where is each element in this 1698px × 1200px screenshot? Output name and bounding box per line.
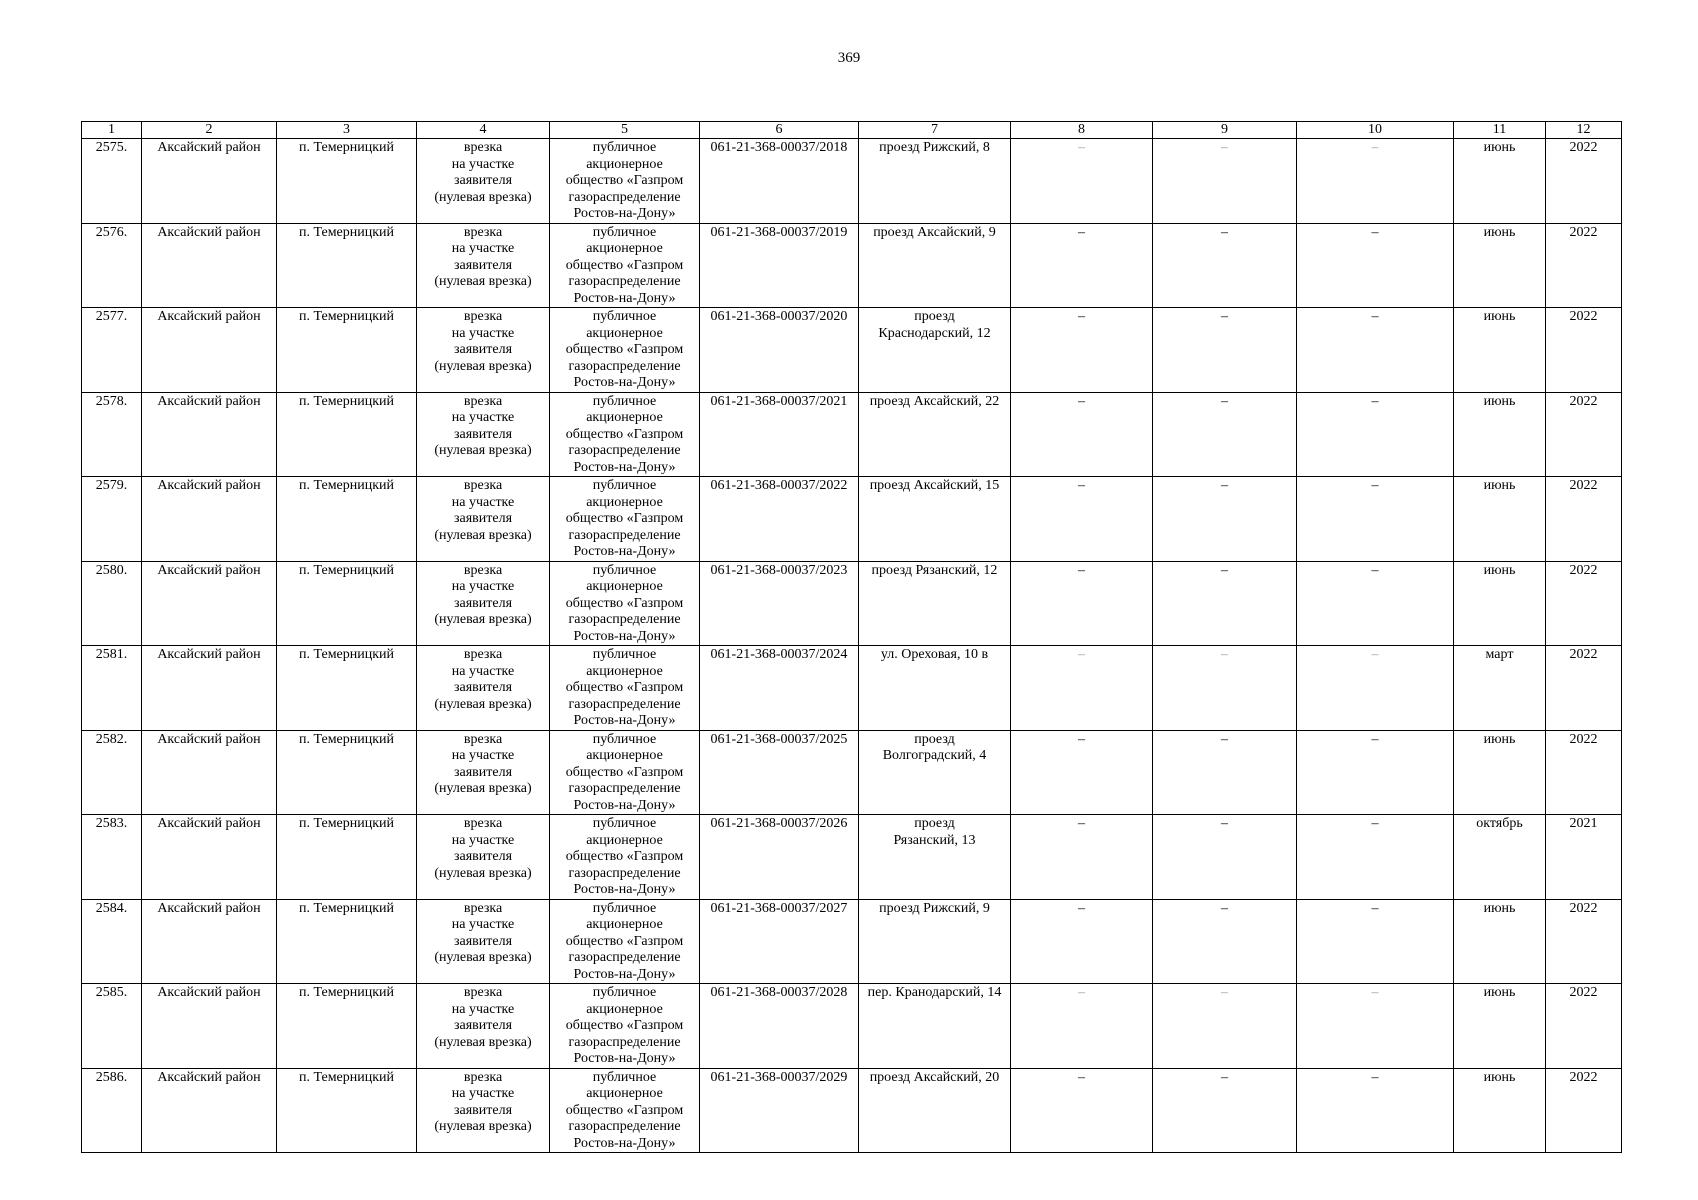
organization-cell-line: общество «Газпром — [565, 257, 684, 273]
district-cell: Аксайский район — [142, 477, 277, 562]
column-9-cell: – — [1153, 392, 1297, 477]
organization-cell-line: Ростов-на-Дону» — [573, 459, 676, 475]
connection-type-cell — [417, 139, 550, 224]
year-cell: 2021 — [1546, 815, 1622, 900]
organization-cell — [550, 815, 700, 900]
district-cell: Аксайский район — [142, 899, 277, 984]
organization-cell — [550, 561, 700, 646]
organization-cell-line: публичное — [592, 985, 657, 1000]
organization-cell-line: акционерное — [586, 579, 663, 594]
column-9-cell: – — [1153, 984, 1297, 1069]
connection-type-cell-line: заявителя — [453, 257, 513, 273]
settlement-cell: п. Темерницкий — [277, 392, 417, 477]
column-9-cell: – — [1153, 477, 1297, 562]
table-row — [82, 984, 1622, 1069]
organization-cell-line: общество «Газпром — [565, 933, 684, 949]
organization-cell-line: публичное — [592, 224, 657, 240]
connection-type-cell-line: врезка — [463, 562, 503, 578]
organization-cell-line: Ростов-на-Дону» — [573, 628, 676, 644]
table-row — [82, 477, 1622, 562]
address-cell — [859, 139, 1011, 224]
month-cell: июнь — [1454, 730, 1546, 815]
district-cell: Аксайский район — [142, 984, 277, 1069]
organization-cell-line: общество «Газпром — [565, 595, 684, 611]
column-header: 2 — [142, 122, 277, 139]
column-9-cell: – — [1153, 730, 1297, 815]
organization-cell-line: общество «Газпром — [565, 173, 684, 188]
organization-cell-line: газораспределение — [568, 443, 681, 458]
organization-cell-line: газораспределение — [568, 612, 681, 627]
district-cell: Аксайский район — [142, 1068, 277, 1153]
organization-cell — [550, 477, 700, 562]
column-number-row — [82, 122, 1622, 139]
address-cell — [859, 477, 1011, 562]
year-cell: 2022 — [1546, 223, 1622, 308]
column-8-cell: – — [1011, 308, 1153, 393]
organization-cell-line: общество «Газпром — [565, 1018, 684, 1033]
column-10-cell: – — [1297, 477, 1454, 562]
organization-cell — [550, 899, 700, 984]
district-cell: Аксайский район — [142, 223, 277, 308]
organization-cell-line: публичное — [592, 900, 657, 916]
column-8-cell: – — [1011, 646, 1153, 731]
organization-cell-line: Ростов-на-Дону» — [573, 1051, 676, 1066]
address-cell-line: проезд Рижский, 8 — [879, 140, 990, 155]
column-10-cell: – — [1297, 308, 1454, 393]
column-10-cell: – — [1297, 392, 1454, 477]
connection-type-cell-line: врезка — [463, 647, 503, 662]
column-header: 5 — [550, 122, 700, 139]
address-cell-line: проезд Аксайский, 20 — [869, 1069, 1000, 1085]
connection-type-cell-line: заявителя — [453, 173, 513, 188]
settlement-cell: п. Темерницкий — [277, 477, 417, 562]
settlement-cell: п. Темерницкий — [277, 984, 417, 1069]
organization-cell-line: акционерное — [586, 156, 663, 172]
connection-type-cell — [417, 730, 550, 815]
organization-cell-line: акционерное — [586, 325, 663, 341]
month-cell: июнь — [1454, 477, 1546, 562]
table-row — [82, 223, 1622, 308]
organization-cell-line: публичное — [592, 393, 657, 409]
connection-type-cell-line: заявителя — [453, 511, 513, 526]
address-cell-line: проезд Аксайский, 22 — [869, 393, 1000, 409]
settlement-cell: п. Темерницкий — [277, 308, 417, 393]
column-10-cell: – — [1297, 815, 1454, 900]
connection-type-cell-line: (нулевая врезка) — [434, 950, 532, 965]
spec-code-cell: 061-21-368-00037/2023 — [700, 561, 859, 646]
organization-cell-line: газораспределение — [568, 274, 681, 289]
row-number: 2585. — [82, 984, 142, 1069]
connection-type-cell — [417, 308, 550, 393]
column-9-cell: – — [1153, 899, 1297, 984]
month-cell: июнь — [1454, 561, 1546, 646]
district-cell: Аксайский район — [142, 730, 277, 815]
column-9-cell: – — [1153, 561, 1297, 646]
address-cell-line: Рязанский, 13 — [893, 832, 976, 848]
table-row — [82, 899, 1622, 984]
column-8-cell: – — [1011, 223, 1153, 308]
connection-type-cell-line: на участке — [451, 663, 515, 679]
column-header: 7 — [859, 122, 1011, 139]
table-row — [82, 561, 1622, 646]
organization-cell — [550, 646, 700, 731]
year-cell: 2022 — [1546, 561, 1622, 646]
column-8-cell: – — [1011, 1068, 1153, 1153]
month-cell: март — [1454, 646, 1546, 731]
settlement-cell: п. Темерницкий — [277, 223, 417, 308]
spec-code-cell: 061-21-368-00037/2026 — [700, 815, 859, 900]
column-9-cell: – — [1153, 223, 1297, 308]
connection-type-cell — [417, 223, 550, 308]
column-8-cell: – — [1011, 561, 1153, 646]
organization-cell-line: акционерное — [586, 832, 663, 848]
district-cell: Аксайский район — [142, 392, 277, 477]
settlement-cell: п. Темерницкий — [277, 561, 417, 646]
table-row — [82, 1068, 1622, 1153]
column-10-cell: – — [1297, 139, 1454, 224]
organization-cell — [550, 139, 700, 224]
organization-cell — [550, 392, 700, 477]
connection-type-cell-line: (нулевая врезка) — [434, 696, 532, 712]
connection-type-cell — [417, 646, 550, 731]
district-cell: Аксайский район — [142, 646, 277, 731]
connection-type-cell-line: заявителя — [453, 1102, 513, 1118]
column-header: 12 — [1546, 122, 1622, 139]
column-header: 3 — [277, 122, 417, 139]
address-cell — [859, 392, 1011, 477]
year-cell: 2022 — [1546, 1068, 1622, 1153]
connection-type-cell-line: заявителя — [453, 426, 513, 442]
district-cell: Аксайский район — [142, 815, 277, 900]
organization-cell-line: акционерное — [586, 748, 663, 763]
row-number: 2576. — [82, 223, 142, 308]
year-cell: 2022 — [1546, 139, 1622, 224]
address-cell — [859, 223, 1011, 308]
organization-cell-line: газораспределение — [568, 781, 681, 796]
organization-cell-line: Ростов-на-Дону» — [573, 544, 676, 559]
column-8-cell: – — [1011, 477, 1153, 562]
year-cell: 2022 — [1546, 730, 1622, 815]
address-cell-line: пер. Кранодарский, 14 — [867, 985, 1002, 1000]
organization-cell-line: акционерное — [586, 1001, 663, 1017]
column-10-cell: – — [1297, 646, 1454, 731]
address-cell-line: проезд Аксайский, 9 — [873, 224, 996, 240]
connection-type-cell-line: заявителя — [453, 1018, 513, 1033]
organization-cell-line: газораспределение — [568, 358, 681, 374]
year-cell: 2022 — [1546, 899, 1622, 984]
organization-cell-line: акционерное — [586, 494, 663, 510]
organization-cell — [550, 223, 700, 308]
connection-type-cell-line: (нулевая врезка) — [434, 612, 532, 627]
organization-cell-line: Ростов-на-Дону» — [573, 1135, 676, 1151]
row-number: 2577. — [82, 308, 142, 393]
connection-type-cell — [417, 815, 550, 900]
organization-cell-line: газораспределение — [568, 1119, 681, 1134]
organization-cell — [550, 1068, 700, 1153]
row-number: 2581. — [82, 646, 142, 731]
column-10-cell: – — [1297, 730, 1454, 815]
organization-cell-line: Ростов-на-Дону» — [573, 966, 676, 982]
connection-type-cell-line: врезка — [463, 478, 503, 493]
connection-type-cell-line: на участке — [451, 1086, 515, 1101]
address-cell — [859, 984, 1011, 1069]
address-cell — [859, 899, 1011, 984]
connection-type-cell-line: заявителя — [453, 595, 513, 611]
organization-cell-line: публичное — [592, 816, 657, 831]
column-9-cell: – — [1153, 139, 1297, 224]
column-header: 6 — [700, 122, 859, 139]
district-cell: Аксайский район — [142, 308, 277, 393]
row-number: 2584. — [82, 899, 142, 984]
row-number: 2583. — [82, 815, 142, 900]
connection-type-cell-line: заявителя — [453, 933, 513, 949]
column-header: 10 — [1297, 122, 1454, 139]
spec-code-cell: 061-21-368-00037/2029 — [700, 1068, 859, 1153]
connection-type-cell-line: (нулевая врезка) — [434, 1119, 532, 1134]
connection-type-cell-line: врезка — [463, 140, 503, 155]
organization-cell-line: газораспределение — [568, 189, 681, 205]
connection-type-cell-line: на участке — [451, 410, 515, 425]
month-cell: июнь — [1454, 392, 1546, 477]
address-cell — [859, 730, 1011, 815]
organization-cell-line: Ростов-на-Дону» — [573, 290, 676, 306]
connection-type-cell-line: (нулевая врезка) — [434, 781, 532, 796]
column-9-cell: – — [1153, 815, 1297, 900]
table-row — [82, 392, 1622, 477]
row-number: 2579. — [82, 477, 142, 562]
year-cell: 2022 — [1546, 646, 1622, 731]
month-cell: июнь — [1454, 223, 1546, 308]
table-row — [82, 815, 1622, 900]
column-10-cell: – — [1297, 561, 1454, 646]
connection-type-cell-line: врезка — [463, 816, 503, 831]
column-8-cell: – — [1011, 815, 1153, 900]
column-8-cell: – — [1011, 730, 1153, 815]
year-cell: 2022 — [1546, 477, 1622, 562]
connection-type-cell-line: заявителя — [453, 764, 513, 780]
connection-type-cell-line: врезка — [463, 393, 503, 409]
address-cell — [859, 815, 1011, 900]
organization-cell-line: Ростов-на-Дону» — [573, 713, 676, 728]
organization-cell-line: публичное — [592, 731, 657, 747]
column-header: 9 — [1153, 122, 1297, 139]
organization-cell-line: публичное — [592, 309, 657, 324]
organization-cell-line: публичное — [592, 478, 657, 493]
connection-type-cell-line: врезка — [463, 900, 503, 916]
page-number: 369 — [837, 50, 861, 66]
organization-cell-line: газораспределение — [568, 696, 681, 712]
organization-cell-line: общество «Газпром — [565, 342, 684, 357]
spec-code-cell: 061-21-368-00037/2022 — [700, 477, 859, 562]
column-8-cell: – — [1011, 392, 1153, 477]
table-body — [82, 139, 1622, 1153]
table-row — [82, 730, 1622, 815]
organization-cell-line: публичное — [592, 562, 657, 578]
organization-cell-line: общество «Газпром — [565, 680, 684, 695]
settlement-cell: п. Темерницкий — [277, 815, 417, 900]
connection-type-cell-line: врезка — [463, 731, 503, 747]
connection-type-cell-line: на участке — [451, 579, 515, 594]
connection-type-cell-line: на участке — [451, 1001, 515, 1017]
connection-type-cell-line: на участке — [451, 917, 515, 932]
month-cell: июнь — [1454, 984, 1546, 1069]
organization-cell-line: акционерное — [586, 663, 663, 679]
organization-cell-line: общество «Газпром — [565, 511, 684, 526]
connection-type-cell-line: заявителя — [453, 849, 513, 864]
spec-code-cell: 061-21-368-00037/2027 — [700, 899, 859, 984]
organization-cell — [550, 730, 700, 815]
address-cell — [859, 1068, 1011, 1153]
organization-cell-line: публичное — [592, 1069, 657, 1085]
column-header: 1 — [82, 122, 142, 139]
connection-type-cell-line: (нулевая врезка) — [434, 1034, 532, 1050]
connection-type-cell — [417, 561, 550, 646]
column-9-cell: – — [1153, 308, 1297, 393]
address-cell-line: проезд — [914, 816, 955, 831]
settlement-cell: п. Темерницкий — [277, 899, 417, 984]
month-cell: июнь — [1454, 308, 1546, 393]
address-cell-line: проезд — [914, 731, 955, 747]
connection-type-cell-line: (нулевая врезка) — [434, 865, 532, 881]
spec-code-cell: 061-21-368-00037/2018 — [700, 139, 859, 224]
address-cell — [859, 308, 1011, 393]
connection-type-cell — [417, 477, 550, 562]
table-row — [82, 139, 1622, 224]
register-table — [81, 121, 1622, 1153]
organization-cell-line: Ростов-на-Дону» — [573, 206, 676, 221]
year-cell: 2022 — [1546, 984, 1622, 1069]
connection-type-cell-line: заявителя — [453, 342, 513, 357]
organization-cell — [550, 308, 700, 393]
organization-cell-line: газораспределение — [568, 865, 681, 881]
spec-code-cell: 061-21-368-00037/2024 — [700, 646, 859, 731]
column-10-cell: – — [1297, 899, 1454, 984]
connection-type-cell-line: (нулевая врезка) — [434, 358, 532, 374]
organization-cell-line: газораспределение — [568, 1034, 681, 1050]
column-9-cell: – — [1153, 1068, 1297, 1153]
connection-type-cell-line: на участке — [451, 325, 515, 341]
month-cell: июнь — [1454, 139, 1546, 224]
organization-cell-line: общество «Газпром — [565, 426, 684, 442]
organization-cell-line: общество «Газпром — [565, 849, 684, 864]
address-cell-line: проезд Аксайский, 15 — [869, 478, 1000, 493]
organization-cell-line: газораспределение — [568, 527, 681, 543]
settlement-cell: п. Темерницкий — [277, 730, 417, 815]
row-number: 2586. — [82, 1068, 142, 1153]
organization-cell-line: общество «Газпром — [565, 764, 684, 780]
organization-cell-line: акционерное — [586, 1086, 663, 1101]
settlement-cell: п. Темерницкий — [277, 646, 417, 731]
connection-type-cell — [417, 899, 550, 984]
organization-cell-line: акционерное — [586, 410, 663, 425]
connection-type-cell-line: (нулевая врезка) — [434, 189, 532, 205]
address-cell — [859, 561, 1011, 646]
organization-cell-line: публичное — [592, 647, 657, 662]
year-cell: 2022 — [1546, 308, 1622, 393]
row-number: 2580. — [82, 561, 142, 646]
settlement-cell: п. Темерницкий — [277, 139, 417, 224]
row-number: 2575. — [82, 139, 142, 224]
column-header: 4 — [417, 122, 550, 139]
spec-code-cell: 061-21-368-00037/2028 — [700, 984, 859, 1069]
month-cell: июнь — [1454, 899, 1546, 984]
connection-type-cell-line: врезка — [463, 1069, 503, 1085]
organization-cell — [550, 984, 700, 1069]
organization-cell-line: акционерное — [586, 241, 663, 256]
connection-type-cell-line: врезка — [463, 224, 503, 240]
year-cell: 2022 — [1546, 392, 1622, 477]
connection-type-cell-line: (нулевая врезка) — [434, 527, 532, 543]
organization-cell-line: Ростов-на-Дону» — [573, 797, 676, 813]
column-8-cell: – — [1011, 139, 1153, 224]
connection-type-cell-line: на участке — [451, 494, 515, 510]
address-cell-line: ул. Ореховая, 10 в — [880, 647, 989, 662]
connection-type-cell-line: (нулевая врезка) — [434, 443, 532, 458]
connection-type-cell-line: на участке — [451, 241, 515, 256]
month-cell: июнь — [1454, 1068, 1546, 1153]
organization-cell-line: газораспределение — [568, 950, 681, 965]
column-10-cell: – — [1297, 1068, 1454, 1153]
connection-type-cell — [417, 1068, 550, 1153]
spec-code-cell: 061-21-368-00037/2020 — [700, 308, 859, 393]
organization-cell-line: общество «Газпром — [565, 1102, 684, 1118]
column-header: 11 — [1454, 122, 1546, 139]
district-cell: Аксайский район — [142, 561, 277, 646]
settlement-cell: п. Темерницкий — [277, 1068, 417, 1153]
column-8-cell: – — [1011, 984, 1153, 1069]
organization-cell-line: публичное — [592, 140, 657, 155]
connection-type-cell — [417, 392, 550, 477]
organization-cell-line: Ростов-на-Дону» — [573, 882, 676, 897]
address-cell — [859, 646, 1011, 731]
connection-type-cell-line: на участке — [451, 832, 515, 848]
connection-type-cell-line: заявителя — [453, 680, 513, 695]
connection-type-cell-line: (нулевая врезка) — [434, 274, 532, 289]
column-8-cell: – — [1011, 899, 1153, 984]
address-cell-line: проезд — [914, 309, 955, 324]
column-10-cell: – — [1297, 223, 1454, 308]
column-9-cell: – — [1153, 646, 1297, 731]
column-header: 8 — [1011, 122, 1153, 139]
spec-code-cell: 061-21-368-00037/2025 — [700, 730, 859, 815]
connection-type-cell-line: врезка — [463, 985, 503, 1000]
row-number: 2582. — [82, 730, 142, 815]
connection-type-cell-line: на участке — [451, 748, 515, 763]
spec-code-cell: 061-21-368-00037/2019 — [700, 223, 859, 308]
address-cell-line: проезд Рижский, 9 — [879, 900, 990, 916]
row-number: 2578. — [82, 392, 142, 477]
organization-cell-line: Ростов-на-Дону» — [573, 375, 676, 390]
month-cell: октябрь — [1454, 815, 1546, 900]
district-cell: Аксайский район — [142, 139, 277, 224]
spec-code-cell: 061-21-368-00037/2021 — [700, 392, 859, 477]
organization-cell-line: акционерное — [586, 917, 663, 932]
connection-type-cell-line: на участке — [451, 156, 515, 172]
connection-type-cell-line: врезка — [463, 309, 503, 324]
table-row — [82, 308, 1622, 393]
address-cell-line: Краснодарский, 12 — [878, 325, 991, 341]
address-cell-line: Волгоградский, 4 — [882, 748, 987, 763]
table-row — [82, 646, 1622, 731]
address-cell-line: проезд Рязанский, 12 — [871, 562, 998, 578]
column-10-cell: – — [1297, 984, 1454, 1069]
connection-type-cell — [417, 984, 550, 1069]
